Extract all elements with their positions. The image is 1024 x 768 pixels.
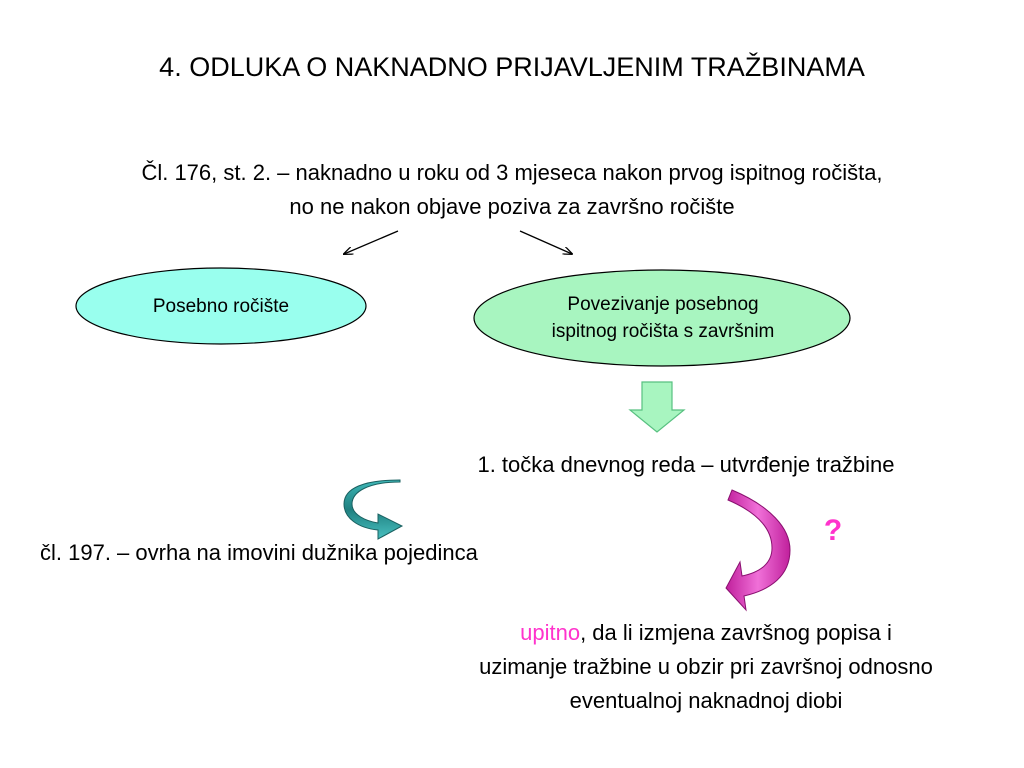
conclusion-line-2: uzimanje tražbine u obzir pri završnoj odnosno xyxy=(479,654,933,679)
question-mark: ? xyxy=(823,514,843,547)
intro-line-1: Čl. 176, st. 2. – naknadno u roku od 3 mjeseca nakon prvog ispitnog ročišta, xyxy=(141,160,883,185)
oval-posebno-rociste-label: Posebno ročište xyxy=(152,295,290,317)
slide-title: 4. ODLUKA O NAKNADNO PRIJAVLJENIM TRAŽBINAMA xyxy=(159,52,865,82)
oval-povezivanje-line-2: ispitnog ročišta s završnim xyxy=(551,321,775,342)
conclusion-line-3: eventualnoj naknadnoj diobi xyxy=(569,688,843,713)
enforcement-text: čl. 197. – ovrha na imovini dužnika pojedinca xyxy=(40,540,478,565)
teal-curved-arrow xyxy=(344,480,402,539)
oval-povezivanje-label xyxy=(476,278,850,358)
green-down-arrow xyxy=(630,382,684,432)
conclusion-text xyxy=(396,616,1016,718)
conclusion-highlight: upitno xyxy=(520,620,581,645)
branch-arrow-left xyxy=(344,231,398,254)
branch-arrow-right xyxy=(520,231,572,254)
oval-povezivanje-line-1: Povezivanje posebnog xyxy=(567,294,759,315)
magenta-curved-arrow xyxy=(726,490,790,610)
intro-line-2: no ne nakon objave poziva za završno ročište xyxy=(289,194,735,219)
conclusion-line-1-rest: , da li izmjena završnog popisa i xyxy=(580,620,892,645)
conclusion-line-1 xyxy=(396,616,1016,650)
agenda-item-text: 1. točka dnevnog reda – utvrđenje tražbine xyxy=(477,452,895,477)
